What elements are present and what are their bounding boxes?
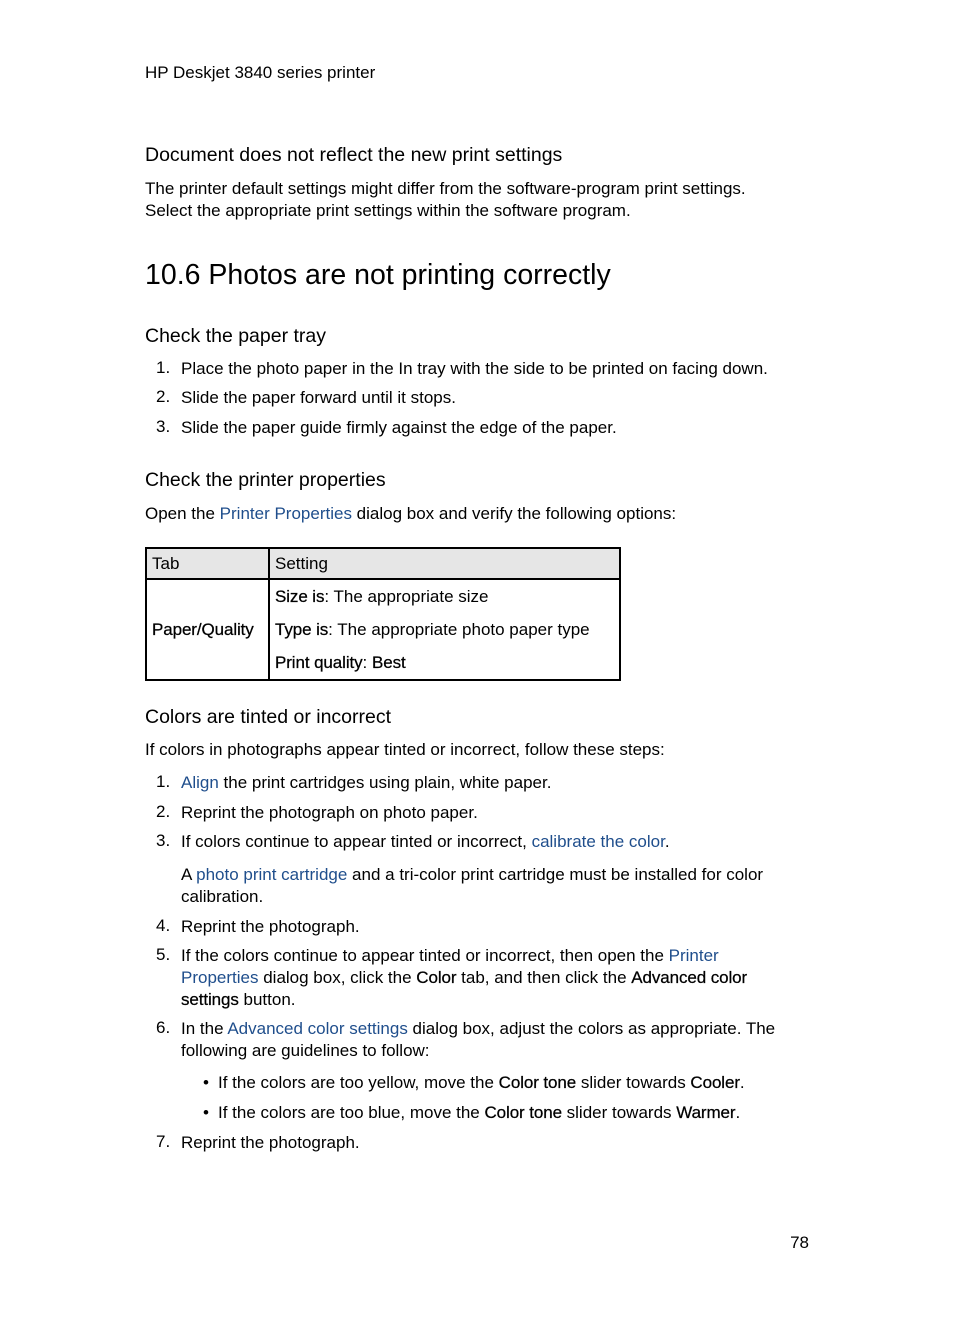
ui-term: settings	[181, 990, 239, 1009]
list-item: Place the photo paper in the In tray with the side to be printed on facing down.	[181, 359, 768, 378]
bullet-text: If the colors are too yellow, move the	[218, 1073, 499, 1092]
step-number: 1.	[156, 358, 171, 377]
column-header-setting: Setting	[269, 548, 620, 579]
chapter-title: 10.6 Photos are not printing correctly	[145, 259, 611, 291]
step-text: tab, and then click the	[456, 968, 632, 987]
intro-text: Open the	[145, 504, 220, 523]
printer-properties-link[interactable]: Printer	[668, 946, 719, 965]
bullet-marker: •	[203, 1073, 209, 1092]
setting-value: The appropriate photo paper type	[337, 620, 590, 639]
setting-line	[275, 646, 614, 679]
step-number: 4.	[156, 916, 171, 935]
printer-properties-link[interactable]: Printer Properties	[219, 504, 352, 523]
step-text: In the	[181, 1019, 228, 1038]
column-header-tab: Tab	[146, 548, 269, 579]
step-text: If the colors continue to appear tinted or incorrect, then open the	[181, 946, 669, 965]
table-row	[146, 579, 620, 680]
setting-label: Size is	[275, 587, 325, 606]
section-heading-printer-properties: Check the printer properties	[145, 469, 386, 491]
step-number: 2.	[156, 802, 171, 821]
setting-separator: :	[324, 587, 334, 606]
advanced-color-settings-link[interactable]: Advanced color settings	[227, 1019, 408, 1038]
bullet-text: slider towards	[561, 1103, 677, 1122]
setting-separator: :	[362, 653, 372, 672]
list-item	[181, 945, 821, 1011]
step-text: If colors continue to appear tinted or incorrect,	[181, 832, 532, 851]
bullet-text: If the colors are too blue, move the	[218, 1103, 485, 1122]
setting-line	[275, 580, 614, 613]
section-heading-paper-tray: Check the paper tray	[145, 325, 327, 347]
bullet-text: .	[735, 1103, 741, 1122]
list-item	[181, 1018, 821, 1062]
list-item: Reprint the photograph on photo paper.	[181, 803, 478, 822]
printer-properties-intro	[145, 503, 676, 525]
step-text: dialog box, adjust the colors as appropriate. The	[407, 1019, 776, 1038]
setting-line	[275, 613, 614, 646]
section-heading-document-settings: Document does not reflect the new print settings	[145, 144, 563, 166]
bullet-text: slider towards	[576, 1073, 691, 1092]
step-text: .	[664, 832, 670, 851]
step-number: 5.	[156, 945, 171, 964]
list-item: Slide the paper guide firmly against the edge of the paper.	[181, 418, 617, 437]
ui-term: Warmer	[676, 1103, 736, 1122]
page-number: 78	[790, 1233, 809, 1252]
bullet-item	[218, 1103, 740, 1123]
intro-text: dialog box and verify the following options:	[351, 504, 677, 523]
step-number: 6.	[156, 1018, 171, 1037]
printer-properties-link[interactable]: Properties	[181, 968, 259, 987]
note-text: calibration.	[181, 887, 264, 906]
paragraph-line: The printer default settings might differ from the software-program print settings.	[145, 179, 746, 198]
step-note	[181, 864, 821, 908]
list-item: Reprint the photograph.	[181, 917, 360, 936]
table-header-row	[146, 548, 620, 579]
ui-term: Color	[416, 968, 457, 987]
list-item: Slide the paper forward until it stops.	[181, 388, 456, 407]
step-number: 7.	[156, 1132, 171, 1151]
setting-value: Best	[371, 653, 406, 672]
setting-label: Type is	[275, 620, 329, 639]
colors-intro: If colors in photographs appear tinted or incorrect, follow these steps:	[145, 740, 665, 759]
ui-term: Color tone	[484, 1103, 562, 1122]
setting-label: Print quality	[275, 653, 363, 672]
section-heading-colors-tinted: Colors are tinted or incorrect	[145, 706, 392, 728]
ui-term: Advanced color	[631, 968, 748, 987]
ui-term: Color tone	[498, 1073, 577, 1092]
step-number: 2.	[156, 387, 171, 406]
align-link[interactable]: Align	[181, 773, 219, 792]
note-text: A	[181, 865, 197, 884]
note-text: and a tri-color print cartridge must be installed for color	[347, 865, 764, 884]
tab-name-cell: Paper/Quality	[146, 579, 269, 680]
ui-term: Cooler	[690, 1073, 740, 1092]
calibrate-color-link[interactable]: calibrate the color	[531, 832, 665, 851]
list-item	[181, 772, 821, 794]
step-text: dialog box, click the	[258, 968, 417, 987]
list-item	[181, 831, 821, 853]
step-text: button.	[238, 990, 296, 1009]
settings-table	[145, 547, 621, 681]
bullet-text: .	[739, 1073, 745, 1092]
step-text: following are guidelines to follow:	[181, 1041, 430, 1060]
setting-cell	[269, 579, 620, 680]
step-number: 3.	[156, 831, 171, 850]
setting-separator: :	[328, 620, 338, 639]
bullet-item	[218, 1073, 745, 1093]
step-number: 3.	[156, 417, 171, 436]
photo-print-cartridge-link[interactable]: photo print cartridge	[196, 865, 348, 884]
step-text: the print cartridges using plain, white paper.	[218, 773, 552, 792]
list-item: Reprint the photograph.	[181, 1133, 360, 1152]
setting-value: The appropriate size	[333, 587, 489, 606]
step-number: 1.	[156, 772, 171, 791]
bullet-marker: •	[203, 1103, 209, 1122]
running-header: HP Deskjet 3840 series printer	[145, 63, 376, 82]
paragraph-line: Select the appropriate print settings within the software program.	[145, 201, 631, 220]
